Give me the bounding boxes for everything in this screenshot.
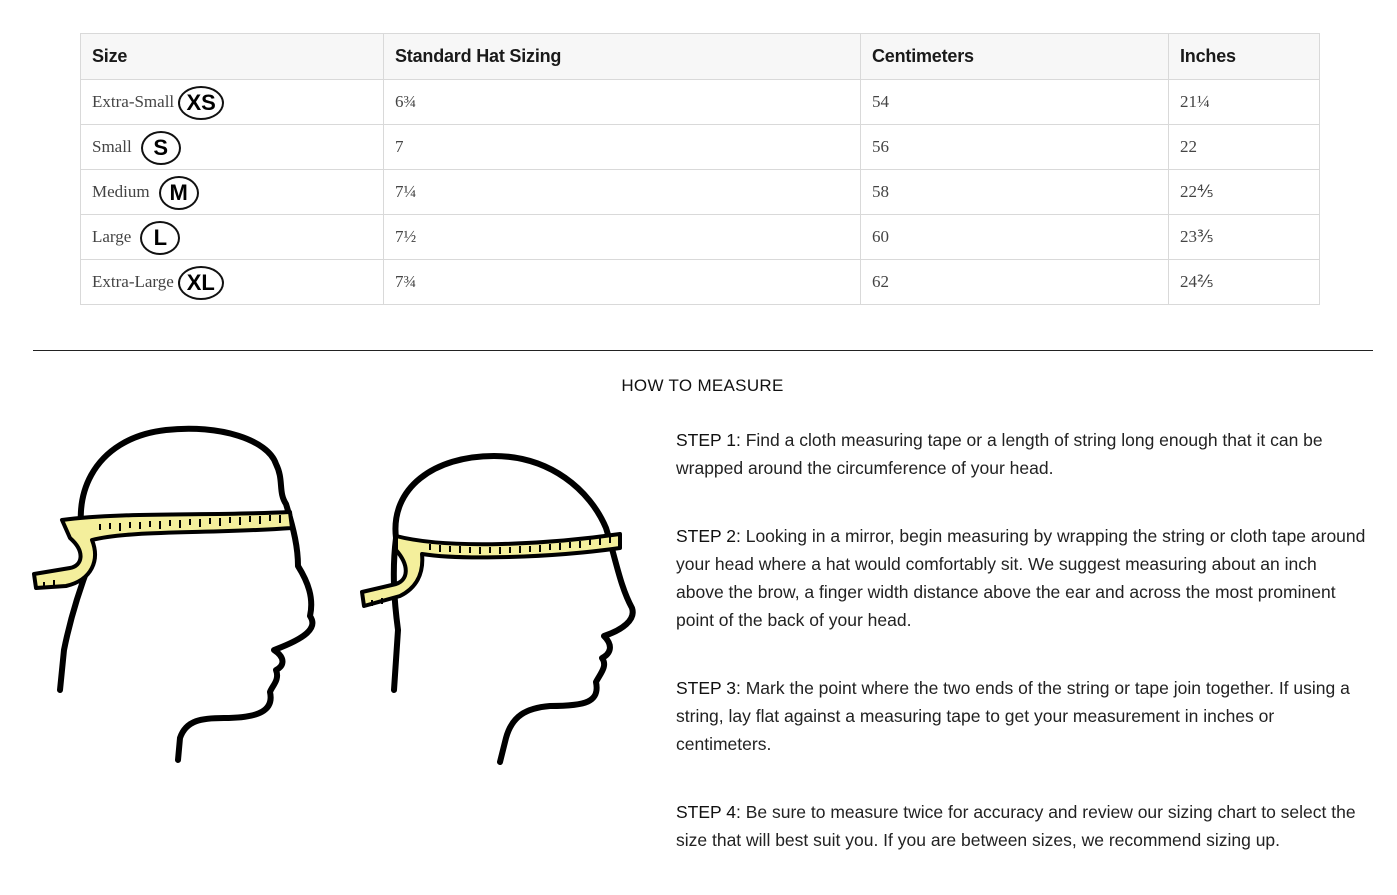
step-text: Mark the point where the two ends of the string or tape join together. If using a string, lay flat against a measuring tape to get your measurement in inches or centimeters. xyxy=(676,678,1350,754)
header-inches: Inches xyxy=(1169,34,1320,80)
step-label: STEP 3: xyxy=(676,678,741,698)
head-measurement-illustration xyxy=(30,420,650,780)
inches-cell: 24⅖ xyxy=(1169,260,1320,305)
standard-size-cell: 7½ xyxy=(384,215,861,260)
size-badge-xs: XS xyxy=(178,86,224,120)
step-text: Be sure to measure twice for accuracy and review our sizing chart to select the size that will best suit you. If you are between sizes, we recommend sizing up. xyxy=(676,802,1356,850)
size-badge-s: S xyxy=(141,131,181,165)
standard-size-cell: 6¾ xyxy=(384,80,861,125)
size-cell xyxy=(81,80,384,125)
centimeters-cell: 58 xyxy=(861,170,1169,215)
head-profile-icon xyxy=(60,429,312,760)
step-text: Looking in a mirror, begin measuring by wrapping the string or cloth tape around your head where a hat would comfortably sit. We suggest measuring about an inch above the brow, a finger width distance above the ear and across the most prominent point of the back of your head. xyxy=(676,526,1366,630)
inches-cell: 22 xyxy=(1169,125,1320,170)
step-4 xyxy=(676,798,1366,854)
step-3 xyxy=(676,674,1366,758)
centimeters-cell: 60 xyxy=(861,215,1169,260)
size-name: Large xyxy=(92,227,132,246)
inches-cell: 22⅘ xyxy=(1169,170,1320,215)
table-row xyxy=(81,80,1320,125)
size-cell xyxy=(81,260,384,305)
inches-cell: 21¼ xyxy=(1169,80,1320,125)
size-badge-m: M xyxy=(159,176,199,210)
how-to-measure-heading: HOW TO MEASURE xyxy=(621,376,784,395)
header-size: Size xyxy=(81,34,384,80)
measurement-steps xyxy=(676,426,1366,894)
step-label: STEP 1: xyxy=(676,430,741,450)
table-row xyxy=(81,125,1320,170)
size-name: Extra-Large xyxy=(92,272,174,291)
section-divider xyxy=(33,350,1373,351)
step-text: Find a cloth measuring tape or a length of string long enough that it can be wrapped around the circumference of your head. xyxy=(676,430,1323,478)
centimeters-cell: 62 xyxy=(861,260,1169,305)
size-cell xyxy=(81,215,384,260)
step-2 xyxy=(676,522,1366,634)
table-row xyxy=(81,260,1320,305)
size-badge-xl: XL xyxy=(178,266,224,300)
size-chart-table xyxy=(80,33,1320,305)
standard-size-cell: 7¼ xyxy=(384,170,861,215)
table-header-row xyxy=(81,34,1320,80)
step-label: STEP 2: xyxy=(676,526,741,546)
measuring-tape-icon xyxy=(362,534,620,606)
table-row xyxy=(81,170,1320,215)
standard-size-cell: 7¾ xyxy=(384,260,861,305)
step-label: STEP 4: xyxy=(676,802,741,822)
size-cell xyxy=(81,125,384,170)
size-name: Small xyxy=(92,137,132,156)
standard-size-cell: 7 xyxy=(384,125,861,170)
size-cell xyxy=(81,170,384,215)
head-profile-icon xyxy=(394,456,633,762)
header-centimeters: Centimeters xyxy=(861,34,1169,80)
size-badge-l: L xyxy=(140,221,180,255)
step-1 xyxy=(676,426,1366,482)
size-name: Medium xyxy=(92,182,150,201)
measuring-tape-icon xyxy=(34,512,292,588)
table-row xyxy=(81,215,1320,260)
header-standard-hat-sizing: Standard Hat Sizing xyxy=(384,34,861,80)
inches-cell: 23⅗ xyxy=(1169,215,1320,260)
size-name: Extra-Small xyxy=(92,92,175,111)
centimeters-cell: 56 xyxy=(861,125,1169,170)
centimeters-cell: 54 xyxy=(861,80,1169,125)
